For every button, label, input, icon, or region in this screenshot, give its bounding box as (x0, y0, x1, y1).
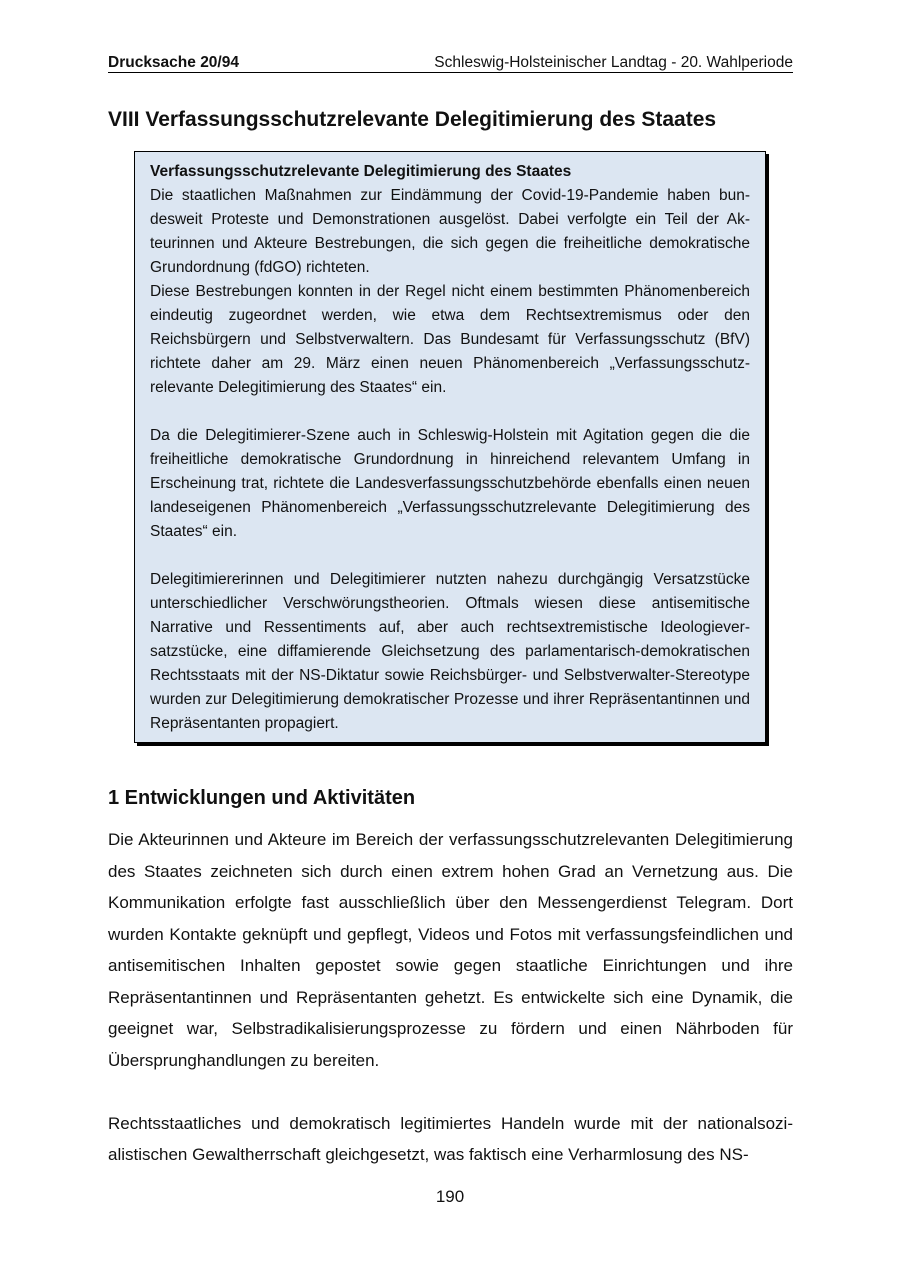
summary-paragraph: Die staatlichen Maßnahmen zur Eindämmung der Covid-19-Pandemie haben bundesweit Proteste und Demonstrationen ausgelöst. Dabei verfolgte ein Teil der Akteurinnen und Akteure Bestrebungen, die sich gegen die freiheitliche demokratische Grundordnung (fdGO) richteten. (150, 187, 750, 276)
page-header (108, 54, 793, 73)
body-paragraph: Rechtsstaatliches und demokratisch legitimiertes Handeln wurde mit der nationalsozialistischen Gewaltherrschaft gleichgesetzt, was faktisch eine Verharmlosung des NS- (108, 1113, 793, 1164)
chapter-title: VIII Verfassungsschutzrelevante Delegitimierung des Staates (108, 108, 717, 131)
publisher: Schleswig-Holsteinischer Landtag - 20. Wahlperiode (434, 54, 793, 71)
summary-paragraph: Da die Delegitimierer-Szene auch in Schleswig-Holstein mit Agitation gegen die die freiheitliche demokratische Grundordnung in hinreichend relevantem Umfang in Erscheinung trat, richtete die Landesverfassungsschutzbehörde ebenfalls einen neuen landeseigenen Phänomenbereich „Verfassungsschutzrelevante Delegitimierung des Staates“ ein. (150, 427, 750, 540)
summary-box-title: Verfassungsschutzrelevante Delegitimierung des Staates (150, 163, 572, 180)
section-body (108, 824, 793, 1171)
section-title: 1 Entwicklungen und Aktivitäten (108, 787, 416, 809)
summary-paragraph: Delegitimiererinnen und Delegitimierer nutzten nahezu durchgängig Versatzstücke unterschiedlicher Verschwörungstheorien. Oftmals wiesen diese antisemitische Narrative und Ressentiments auf, aber auch rechtsextremistische Ideologieversatzstücke, eine diffamierende Gleichsetzung des parlamentarisch-demokratischen Rechtsstaats mit der NS-Diktatur sowie Reichsbürger- und Selbstverwalter-Stereotype wurden zur Delegitimierung demokratischer Prozesse und ihrer Repräsentantinnen und Repräsentanten propagiert. (150, 571, 750, 732)
doc-number: Drucksache 20/94 (108, 54, 239, 71)
summary-box (134, 151, 766, 743)
summary-paragraph: Diese Bestrebungen konnten in der Regel nicht einem bestimmten Phänomenbereich eindeutig zugeordnet werden, wie etwa dem Rechtsextremismus oder den Reichsbürgern und Selbstverwaltern. Das Bundesamt für Verfassungsschutz (BfV) richtete daher am 29. März einen neuen Phänomenbereich „Verfassungsschutzrelevante Delegitimierung des Staates“ ein. (150, 283, 750, 396)
body-paragraph: Die Akteurinnen und Akteure im Bereich der verfassungsschutzrelevanten Delegitimierung des Staates zeichneten sich durch einen extrem hohen Grad an Vernetzung aus. Die Kommunikation erfolgte fast ausschließlich über den Messengerdienst Telegram. Dort wurden Kontakte geknüpft und gepflegt, Videos und Fotos mit verfassungsfeindlichen und antisemitischen Inhalten gepostet sowie gegen staatliche Einrichtungen und ihre Repräsentantinnen und Repräsentanten gehetzt. Es entwickelte sich eine Dynamik, die geeignet war, Selbstradikalisierungsprozesse zu fördern und einen Nährboden für Übersprunghandlungen zu bereiten. (108, 830, 793, 1070)
page-number: 190 (435, 1187, 465, 1206)
